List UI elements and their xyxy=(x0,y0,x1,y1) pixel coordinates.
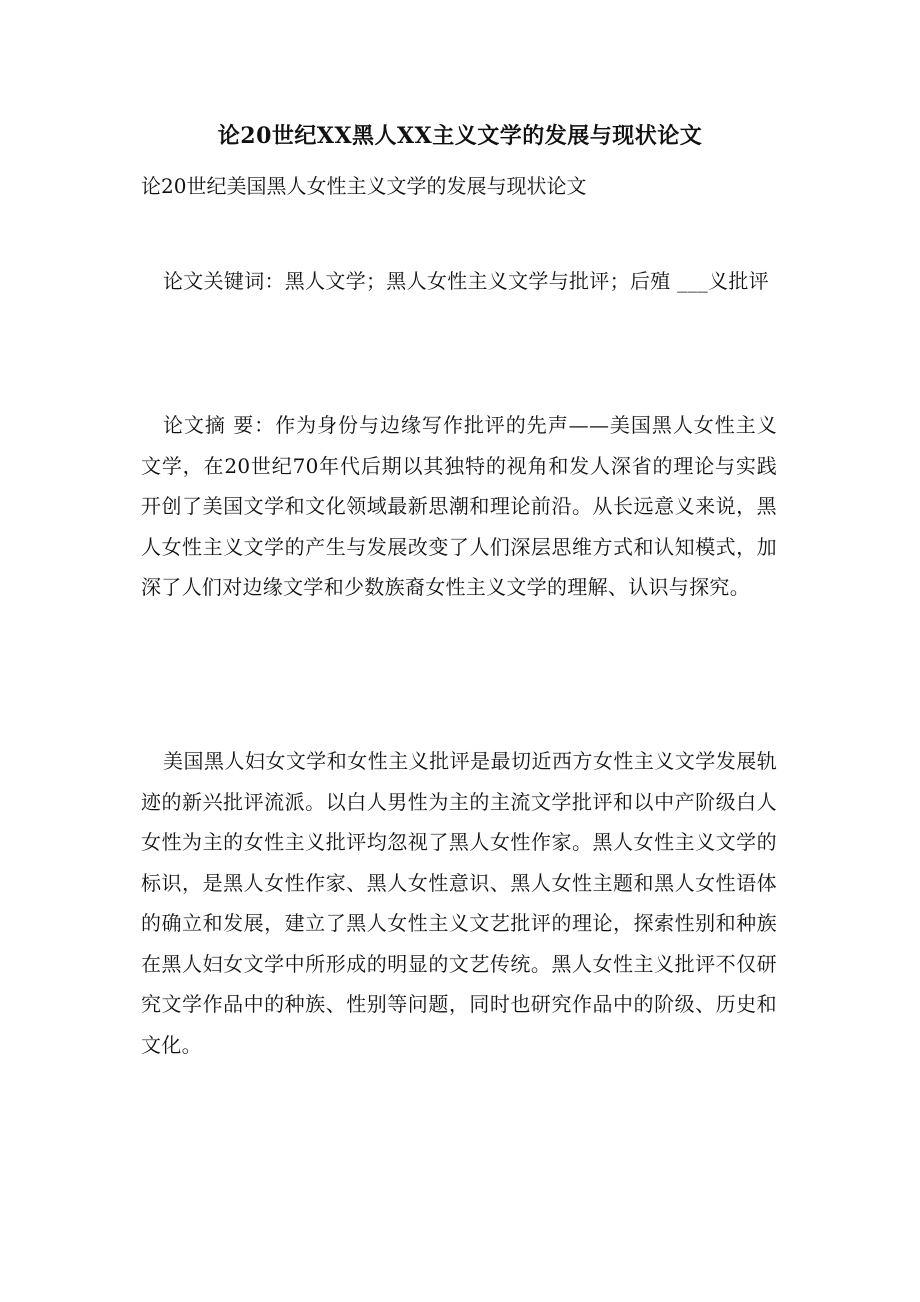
keywords-paragraph: 论文关键词：黑人文学；黑人女性主义文学与批评；后殖 ___义批评 xyxy=(163,269,769,293)
body-paragraph: 美国黑人妇女文学和女性主义批评是最切近西方女性主义文学发展轨迹的新兴批评流派。以白人男性为主的主流文学批评和以中产阶级白人女性为主的女性主义批评均忽视了黑人女性作家。黑人女性主义文学的标识，是黑人女性作家、黑人女性意识、黑人女性主题和黑人女性语体的确立和发展，建立了黑人女性主义文艺批评的理论，探索性别和种族在黑人妇女文学中所形成的明显的文艺传统。黑人女性主义批评不仅研究文学作品中的种族、性别等问题，同时也研究作品中的阶级、历史和文化。 xyxy=(141,749,777,1057)
document-title: 论20世纪XX黑人XX主义文学的发展与现状论文 xyxy=(217,123,703,149)
document-subtitle: 论20世纪美国黑人女性主义文学的发展与现状论文 xyxy=(141,174,587,198)
abstract-paragraph: 论文摘 要：作为身份与边缘写作批评的先声——美国黑人女性主义文学，在20世纪70年代后期以其独特的视角和发人深省的理论与实践开创了美国文学和文化领域最新思潮和理论前沿。从长远意义来说，黑人女性主义文学的产生与发展改变了人们深层思维方式和认知模式，加深了人们对边缘文学和少数族裔女性主义文学的理解、认识与探究。 xyxy=(141,413,777,599)
